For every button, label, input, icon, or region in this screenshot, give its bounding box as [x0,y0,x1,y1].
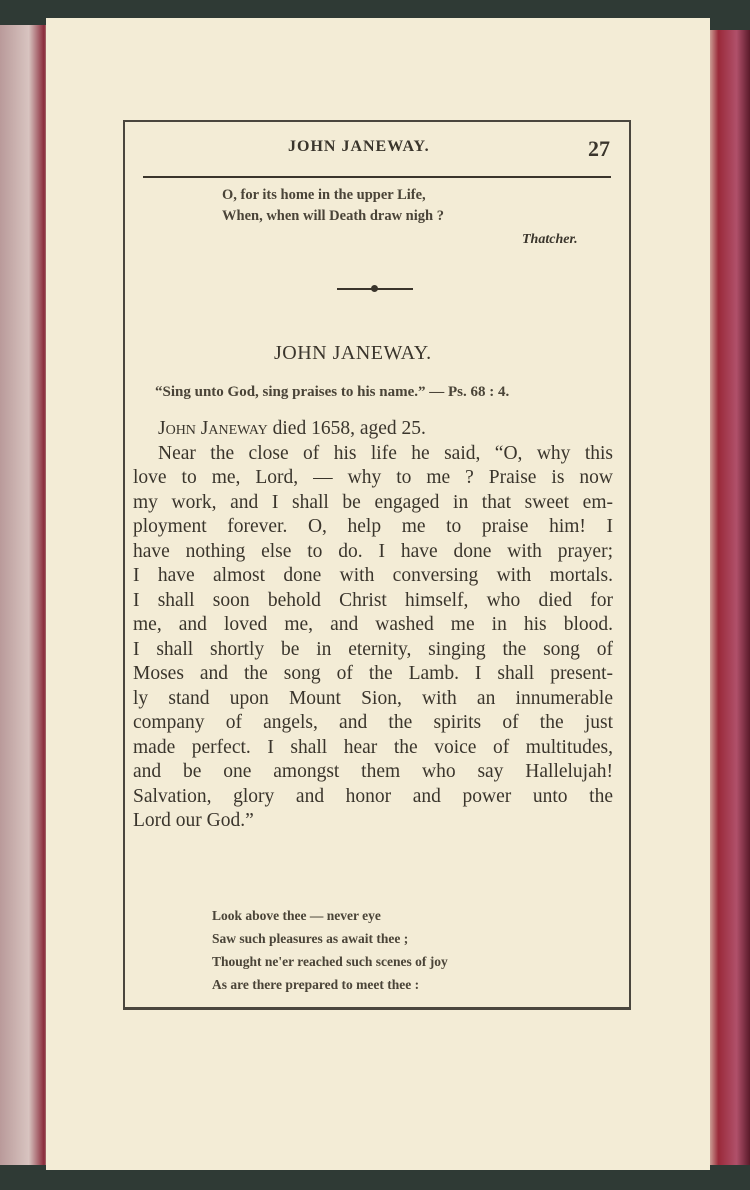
book-page-edges [705,30,750,1165]
body-line: Moses and the song of the Lamb. I shall present- [133,663,613,684]
body-line-text: died 1658, aged 25. [267,418,426,439]
body-line: Near the close of his life he said, “O, why this [158,442,613,464]
body-line: Salvation, glory and honor and power unto the [133,785,613,807]
epigraph: “Sing unto God, sing praises to his name.” — Ps. 68 : 4. [155,384,510,400]
body-line: and be one amongst them who say Hallelujah! [133,761,613,782]
body-line: my work, and I shall be engaged in that sweet em- [133,491,613,513]
chapter-title: JOHN JANEWAY. [274,342,432,364]
verse-line: Thought ne'er reached such scenes of joy [212,954,448,969]
body-line: me, and loved me, and washed me in his blood. [133,614,613,635]
body-line: I shall soon behold Christ himself, who died for [133,589,613,611]
body-line: love to me, Lord, — why to me ? Praise is now [133,467,613,488]
subject-name: John Janeway [158,418,268,439]
verse-line: Look above thee — never eye [212,908,381,923]
body-text [133,417,613,834]
verse-attribution: Thatcher. [522,232,578,247]
body-line: have nothing else to do. I have done with prayer; [133,540,613,562]
section-ornament [337,288,413,290]
bottom-verse [212,904,448,996]
running-head: JOHN JANEWAY. [288,138,430,155]
top-verse [222,185,444,227]
book-left-page-edge [0,25,48,1165]
body-line [133,417,613,442]
verse-line: Saw such pleasures as await thee ; [212,931,409,946]
body-line: made perfect. I shall hear the voice of multitudes, [133,736,613,758]
verse-line: When, when will Death draw nigh ? [222,208,444,224]
body-line: ployment forever. O, help me to praise him! I [133,516,613,537]
page-number: 27 [588,136,610,161]
verse-line: As are there prepared to meet thee : [212,977,420,992]
body-line: ly stand upon Mount Sion, with an innumerable [133,687,613,709]
body-line: company of angels, and the spirits of the just [133,712,613,733]
body-line: I shall shortly be in eternity, singing the song of [133,638,613,660]
header-rule [143,176,611,178]
body-line: I have almost done with conversing with mortals. [133,565,613,586]
body-line: Lord our God.” [133,810,254,831]
verse-line: O, for its home in the upper Life, [222,187,426,203]
